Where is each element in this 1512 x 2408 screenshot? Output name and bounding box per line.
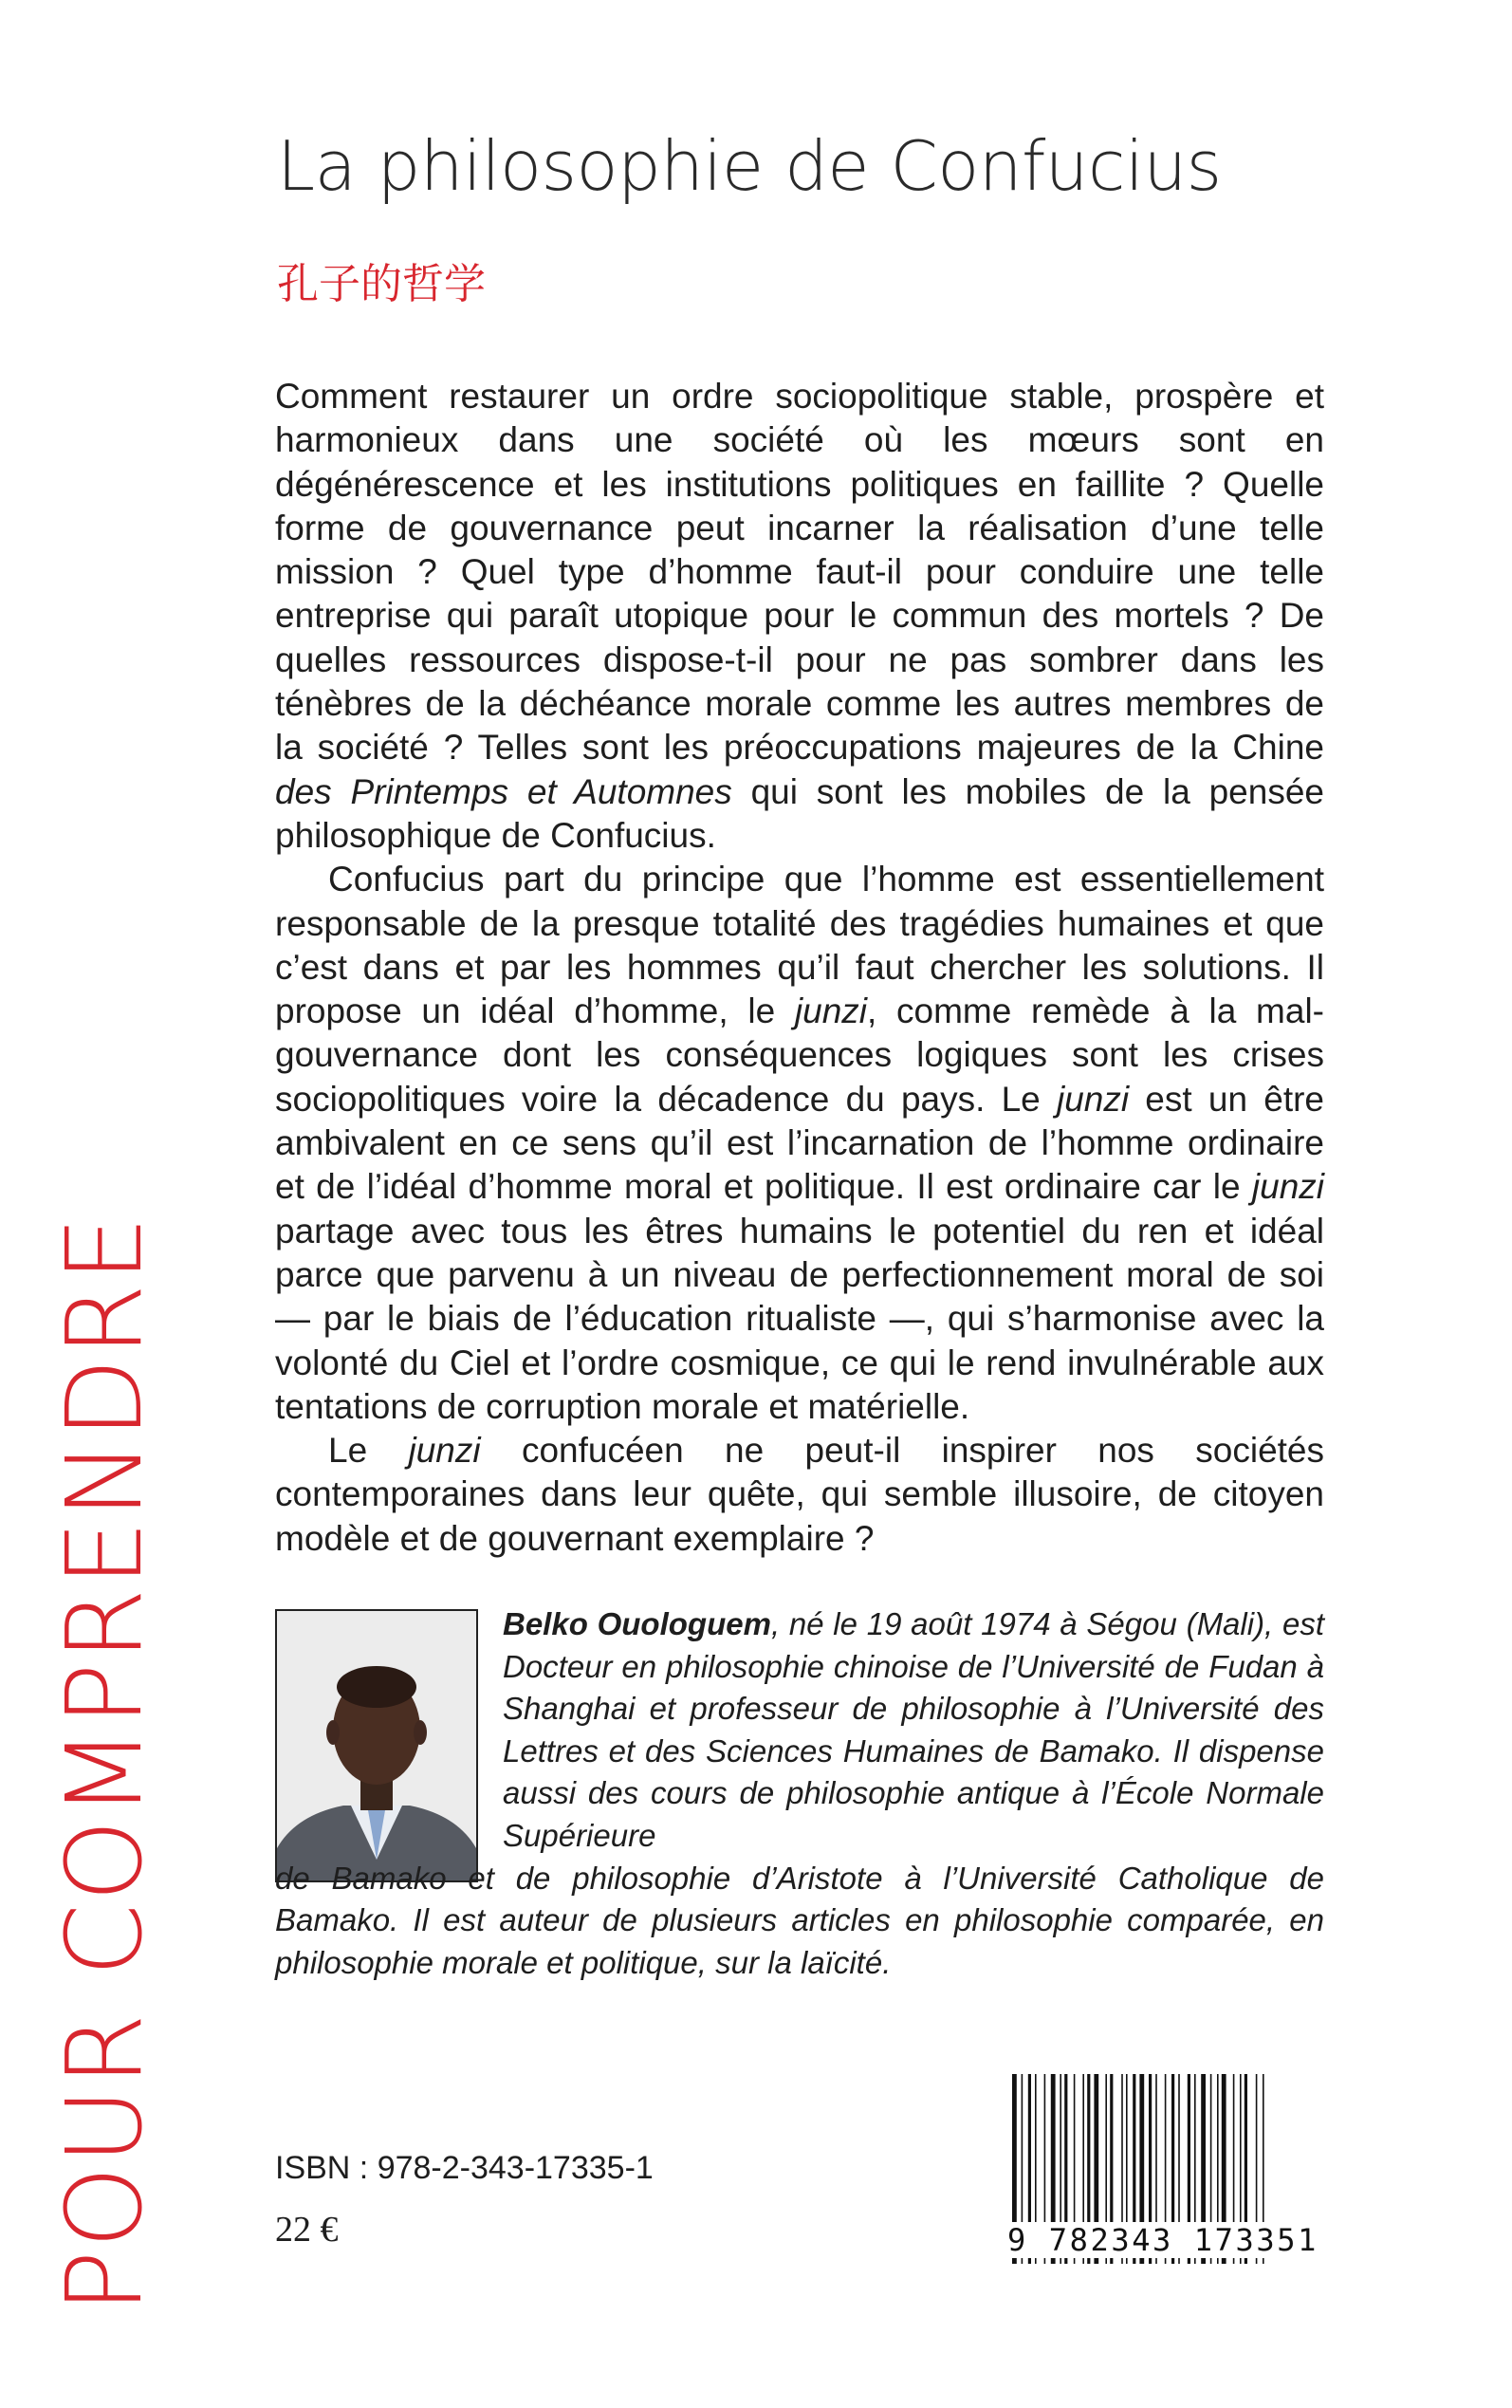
italic-term: junzi [1056, 1079, 1130, 1119]
series-name: POUR COMPRENDRE [44, 1213, 165, 2313]
author-bio-continued: de Bamako et de philosophie d’Aristote à l’Université Catholique de Bamako. Il est auteur de plusieurs articles en philosophie comparée, en philosophie morale et politique, sur la laïcité. [275, 1860, 1324, 1980]
isbn: ISBN : 978-2-343-17335-1 [275, 2150, 654, 2186]
author-bio-text: , né le 19 août 1974 à Ségou (Mali), est Docteur en philosophie chinoise de l’Université de Fudan à Shanghai et professeur de philosophie à l’Université des Lettres et des Sciences Humaines de Bamako. Il dispense aussi des cours de philosophie antique à l’École Normale Supérieure [503, 1606, 1324, 1853]
italic-term: des Printemps et Automnes [275, 771, 732, 811]
author-bio [275, 1603, 1324, 1984]
chinese-title: 孔子的哲学 [277, 260, 486, 308]
author-name: Belko Ouologuem [503, 1606, 771, 1641]
author-photo [275, 1609, 478, 1882]
summary-paragraph: Le junzi confucéen ne peut-il inspirer nos sociétés contemporaines dans leur quête, qui semble illusoire, de citoyen modèle et de gouvernant exemplaire ? [275, 1431, 1325, 1558]
italic-term: junzi [794, 991, 868, 1031]
barcode-digits: 9 782343 173351 [1007, 2222, 1339, 2258]
summary-paragraph: Comment restaurer un ordre sociopolitique stable, prospère et harmonieux dans une société où les mœurs sont en dégénérescence et les institutions politiques en faillite ? Quelle forme de gouvernance peut incarner la réalisation d’une telle mission ? Quel type d’homme faut-il pour conduire une telle entreprise qui paraît utopique pour le commun des mortels ? De quelles ressources dispose-t-il pour ne pas sombrer dans les ténèbres de la déchéance morale comme les autres membres de la société ? Telles sont les préoccupations majeures de la Chine des Printemps et Automnes qui sont les mobiles de la pensée philosophique de Confucius. [275, 377, 1324, 855]
summary-paragraph: Confucius part du principe que l’homme est essentiellement responsable de la presque totalité des tragédies humaines et que c’est dans et par les hommes qu’il faut chercher les solutions. Il propose un idéal d’homme, le junzi, comme remède à la mal-gouvernance dont les conséquences logiques sont les crises sociopolitiques voire la décadence du pays. Le junzi est un être ambivalent en ce sens qu’il est l’incarnation de l’homme ordinaire et de l’idéal d’homme moral et politique. Il est ordinaire car le junzi partage avec tous les êtres humains le potentiel du ren et idéal parce que parvenu à un niveau de perfectionnement moral de soi — par le biais de l’éducation ritualiste —, qui s’harmonise avec la volonté du Ciel et l’ordre cosmique, ce qui le rend invulnérable aux tentations de corruption morale et matérielle. [275, 860, 1325, 1426]
italic-term: junzi [1251, 1167, 1324, 1207]
book-title: La philosophie de Confucius [277, 126, 1222, 206]
summary-text [275, 375, 1324, 1561]
italic-term: junzi [408, 1431, 481, 1471]
price: 22 € [275, 2210, 339, 2250]
